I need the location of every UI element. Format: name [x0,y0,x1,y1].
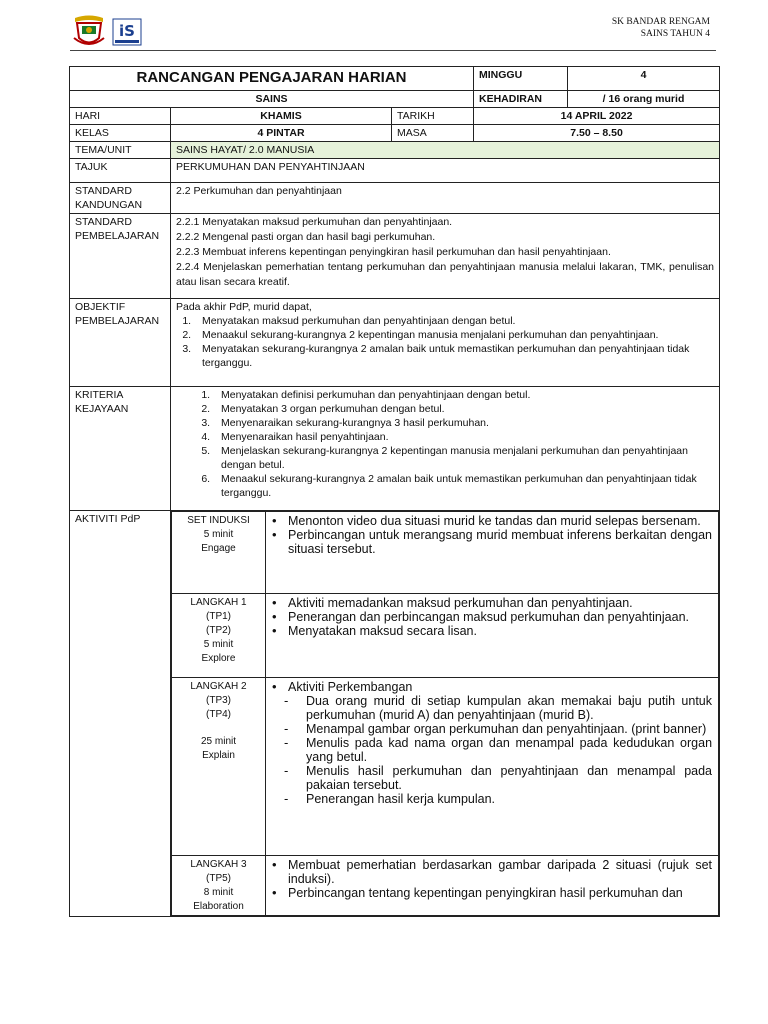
stage-line: 25 minit [200,736,236,747]
list-item: - Menampal gambar organ perkumuhan dan penyahtinjaan. (print banner) [306,722,712,736]
standard-kandungan-value: 2.2 Perkumuhan dan penyahtinjaan [171,183,720,214]
aktiviti-content [171,511,720,917]
sp-item: 2.2.1 Menyatakan maksud perkumuhan dan penyahtinjaan. [176,216,453,228]
sp-item: 2.2.4 Menjelaskan pemerhatian tentang perkumuhan dan penyahtinjaan manusia melalui lakaran, TMK, penulisan atau lisan secara kreatif. [176,261,715,288]
list-item: • Menonton video dua situasi murid ke tandas dan murid selepas bersenam. [288,514,712,528]
hari-label: HARI [70,108,171,125]
objektif-list [176,314,714,370]
stage-line: Elaboration [193,901,244,912]
school-crest-logo [72,14,106,48]
sk-label-line2: KANDUNGAN [75,199,143,211]
standard-pembelajaran-label [70,214,171,299]
stage-line: 5 minit [203,529,234,540]
kelas-label: KELAS [70,125,171,142]
lesson-plan-table [69,66,720,917]
sp-item: 2.2.2 Mengenal pasti organ dan hasil bagi perkumuhan. [176,231,436,243]
list-item: 4. Menyenaraikan hasil penyahtinjaan. [213,430,714,444]
langkah1-activities [266,594,719,678]
aktiviti-label: AKTIVITI PdP [70,511,171,917]
dash-list [288,694,712,806]
stage-line: Engage [201,543,236,554]
stage-line: Explain [202,750,235,761]
sp-label-line1: STANDARD [75,216,132,228]
list-item: - Menulis pada kad nama organ dan menampal pada kedudukan organ yang betul. [306,736,712,764]
kelas-value: 4 PINTAR [171,125,392,142]
list-item [288,680,712,806]
obj-label-line1: OBJEKTIF [75,301,126,313]
kk-label-line2: KEJAYAAN [75,403,129,415]
kriteria-content [171,387,720,511]
tarikh-label: TARIKH [392,108,474,125]
kehadiran-label: KEHADIRAN [474,91,568,108]
list-item: 3. Menyenaraikan sekurang-kurangnya 3 hasil perkumuhan. [213,416,714,430]
langkah2-stage [172,678,266,856]
list-item: • Menyatakan maksud secara lisan. [288,624,712,638]
objektif-label [70,299,171,387]
activity-heading: Aktiviti Perkembangan [288,680,413,694]
list-item: - Menulis hasil perkumuhan dan penyahtinjaan dan menampal pada pakaian tersebut. [306,764,712,792]
list-item: 3. Menyatakan sekurang-kurangnya 2 amalan baik untuk memastikan perkumuhan dan penyahtinjaan tidak terganggu. [194,342,714,370]
langkah1-stage [172,594,266,678]
subject-year: SAINS TAHUN 4 [640,29,710,39]
objektif-intro: Pada akhir PdP, murid dapat, [176,301,312,313]
stage-line [177,722,260,735]
list-item: 1. Menyatakan maksud perkumuhan dan penyahtinjaan dengan betul. [194,314,714,328]
page-header [0,0,768,60]
stage-line: (TP2) [206,625,231,636]
langkah3-activities [266,856,719,916]
sk-emblem-logo [112,18,142,46]
stage-line: SET INDUKSI [187,515,250,526]
minggu-label: MINGGU [474,67,568,91]
tajuk-label: TAJUK [70,159,171,183]
stage-line: (TP1) [206,611,231,622]
list-item: 2. Menyatakan 3 organ perkumuhan dengan betul. [213,402,714,416]
stage-line: (TP3) [206,695,231,706]
masa-value: 7.50 – 8.50 [474,125,720,142]
stage-line: 5 minit [203,639,234,650]
sk-label-line1: STANDARD [75,185,132,197]
list-item: 6. Menaakul sekurang-kurangnya 2 amalan baik untuk memastikan perkumuhan dan penyahtinjaan tidak terganggu. [213,472,714,500]
list-item: 1. Menyatakan definisi perkumuhan dan penyahtinjaan dengan betul. [213,388,714,402]
svg-text:iS: iS [119,22,135,40]
stage-line: LANGKAH 3 [190,859,247,870]
list-item: • Perbincangan untuk merangsang murid membuat inferens berkaitan dengan situasi tersebut. [288,528,712,556]
kriteria-list [191,388,714,500]
kk-label-line1: KRITERIA [75,389,124,401]
school-name: SK BANDAR RENGAM [611,17,710,27]
masa-label: MASA [392,125,474,142]
objektif-content [171,299,720,387]
obj-label-line2: PEMBELAJARAN [75,315,160,327]
standard-kandungan-label [70,183,171,214]
minggu-value: 4 [568,67,720,91]
kriteria-label [70,387,171,511]
list-item: - Penerangan hasil kerja kumpulan. [306,792,712,806]
list-item: 2. Menaakul sekurang-kurangnya 2 kepentingan manusia menjalani perkumuhan dan penyahtinjaan. [194,328,714,342]
standard-pembelajaran-list [171,214,720,299]
subject-title: SAINS [70,91,474,108]
list-item: • Perbincangan tentang kepentingan penyingkiran hasil perkumuhan dan [288,886,712,900]
set-induksi-activities [266,512,719,594]
sp-label-line2: PEMBELAJARAN [75,230,160,242]
list-item: 5. Menjelaskan sekurang-kurangnya 2 kepentingan manusia menjalani perkumuhan dan penyahtinjaan dengan betul. [213,444,714,472]
list-item: • Aktiviti memadankan maksud perkumuhan dan penyahtinjaan. [288,596,712,610]
sp-item: 2.2.3 Membuat inferens kepentingan penyingkiran hasil perkumuhan dan hasil penyahtinjaan. [176,246,611,258]
set-induksi-stage [172,512,266,594]
stage-line: LANGKAH 2 [190,681,247,692]
header-divider [70,50,716,51]
tarikh-value: 14 APRIL 2022 [474,108,720,125]
tema-label: TEMA/UNIT [70,142,171,159]
kehadiran-value: / 16 orang murid [568,91,720,108]
list-item: • Membuat pemerhatian berdasarkan gambar daripada 2 situasi (rujuk set induksi). [288,858,712,886]
tema-value: SAINS HAYAT/ 2.0 MANUSIA [171,142,720,159]
langkah3-stage [172,856,266,916]
stage-line: 8 minit [203,887,234,898]
stage-line: LANGKAH 1 [190,597,247,608]
school-info [612,16,710,40]
activity-table [171,511,719,916]
hari-value: KHAMIS [171,108,392,125]
stage-line: Explore [201,653,236,664]
list-item: • Penerangan dan perbincangan maksud perkumuhan dan penyahtinjaan. [288,610,712,624]
tajuk-value: PERKUMUHAN DAN PENYAHTINJAAN [171,159,720,183]
stage-line: (TP5) [206,873,231,884]
list-item: - Dua orang murid di setiap kumpulan akan memakai baju putih untuk perkumuhan (murid A) dan penyahtinjaan (murid B). [306,694,712,722]
stage-line: (TP4) [206,709,231,720]
page-title: RANCANGAN PENGAJARAN HARIAN [70,67,474,91]
langkah2-activities [266,678,719,856]
